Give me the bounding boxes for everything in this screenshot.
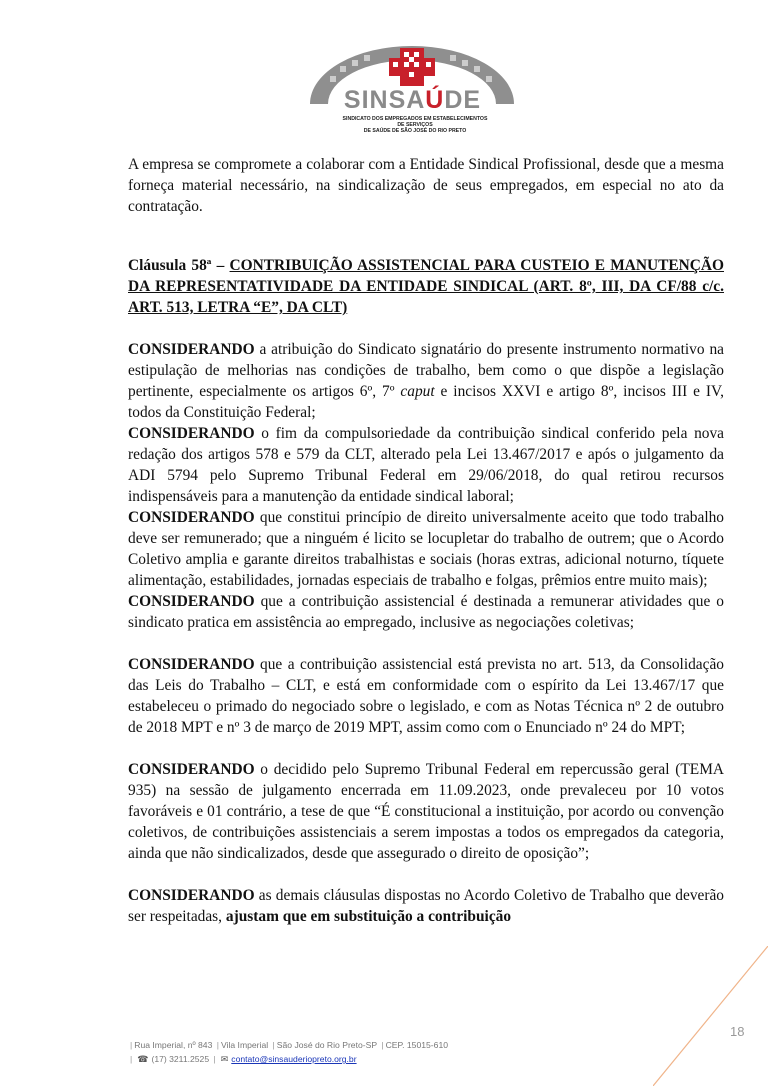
- considerando-paragraph-2: [128, 423, 724, 507]
- corner-decoration: [653, 946, 768, 1086]
- footer-district: Vila Imperial: [221, 1040, 269, 1050]
- considerando-paragraph-7: [128, 885, 724, 927]
- footer-contact-line: | ☎ (17) 3211.2525 | ✉ contato@sinsauderiopreto.org.br: [130, 1054, 357, 1064]
- footer-email-link[interactable]: contato@sinsauderiopreto.org.br: [231, 1054, 357, 1064]
- keyword: CONSIDERANDO: [128, 593, 255, 610]
- paragraph-text: que a contribuição assistencial é destinada a remunerar atividades que o sindicato pratica em assistência ao empregado, inclusive as negociações coletivas;: [128, 593, 724, 631]
- considerando-paragraph-3: [128, 507, 724, 591]
- clause-heading: [128, 255, 724, 318]
- paragraph-text: as demais cláusulas dispostas no Acordo Coletivo de Trabalho que deverão ser respeitadas,: [128, 887, 724, 925]
- logo-subtitle-line2: DE SAÚDE DE SÃO JOSÉ DO RIO PRETO: [363, 128, 467, 135]
- footer-contact: [128, 1038, 448, 1066]
- intro-paragraph: A empresa se compromete a colaborar com a Entidade Sindical Profissional, desde que a mesma forneça material necessário, na sindicalização de seus empregados, em especial no ato da contratação.: [128, 156, 724, 215]
- footer-phone: (17) 3211.2525: [151, 1054, 210, 1064]
- considerando-paragraph-5: [128, 654, 724, 738]
- paragraph-text: e incisos XXVI e artigo 8º, incisos III e IV, todos da Constituição Federal;: [128, 383, 724, 421]
- footer-address: Rua Imperial, nº 843: [134, 1040, 213, 1050]
- considerando-paragraph-1: [128, 339, 724, 423]
- paragraph-text: a atribuição do Sindicato signatário do presente instrumento normativo na estipulação de melhorias nas condições de trabalho, bem como o que dispõe a legislação pertinente, especialmente os artigos 6º, 7º: [128, 341, 724, 400]
- footer-address-line: | Rua Imperial, nº 843 | Vila Imperial | São José do Rio Preto-SP | CEP. 15015-610: [130, 1040, 448, 1050]
- paragraph-text: o decidido pelo Supremo Tribunal Federal em repercussão geral (TEMA 935) na sessão de julgamento encerrada em 11.09.2023, onde prevaleceu por 10 votos favoráveis e 01 contrário, a tese de que “É constitucional a instituição, por acordo ou convenção coletivos, de contribuições assistenciais a serem impostas a todos os empregados da categoria, ainda que não sindicalizados, desde que assegurado o direito de oposição”;: [128, 761, 724, 862]
- bold-text: ajustam que em substituição a contribuição: [225, 908, 512, 925]
- paragraph-text: que constitui princípio de direito universalmente aceito que todo trabalho deve ser remunerado; que a ninguém é licito se locupletar do trabalho de outrem; que o Acordo Coletivo amplia e garante direitos trabalhistas e sociais (horas extras, adicional noturno, tíquete alimentação, estabilidades, jornadas especiais de trabalho e folgas, prêmios entre muito mais);: [128, 509, 724, 589]
- page-number: 18: [730, 1024, 745, 1039]
- considerando-paragraph-6: [128, 759, 724, 864]
- logo-subtitle: [340, 116, 490, 135]
- footer-cep: CEP. 15015-610: [385, 1040, 448, 1050]
- footer-city: São José do Rio Preto-SP: [276, 1040, 377, 1050]
- paragraph-text: que a contribuição assistencial está prevista no art. 513, da Consolidação das Leis do Trabalho – CLT, e está em conformidade com o espírito da Lei 13.467/17 que estabeleceu o primado do negociado sobre o legislado, e com as Notas Técnica nº 2 de outubro de 2018 MPT e nº 3 de março de 2019 MPT, assim como com o Enunciado nº 24 do MPT;: [128, 656, 724, 736]
- logo-wordmark: SINSAÚDE: [343, 86, 482, 114]
- logo-subtitle-line1: SINDICATO DOS EMPREGADOS EM ESTABELECIMENTOS DE SERVIÇOS: [342, 116, 488, 129]
- mail-icon: ✉: [220, 1054, 229, 1064]
- clause-label: Cláusula 58ª –: [128, 257, 230, 274]
- phone-icon: ☎: [137, 1054, 149, 1064]
- keyword: CONSIDERANDO: [128, 656, 255, 673]
- logo: [300, 42, 525, 135]
- paragraph-text: o fim da compulsoriedade da contribuição sindical conferido pela nova redação dos artigos 578 e 579 da CLT, alterado pela Lei 13.467/2017 e após o julgamento da ADI 5794 pelo Supremo Tribunal Federal em 29/06/2018, do qual retirou recursos indispensáveis para a manutenção da entidade sindical laboral;: [128, 425, 724, 505]
- keyword: CONSIDERANDO: [128, 509, 255, 526]
- keyword: CONSIDERANDO: [128, 425, 255, 442]
- considerando-paragraph-4: [128, 591, 724, 633]
- keyword: CONSIDERANDO: [128, 341, 255, 358]
- document-body: [128, 154, 724, 927]
- keyword: CONSIDERANDO: [128, 887, 255, 904]
- keyword: CONSIDERANDO: [128, 761, 255, 778]
- clause-title: CONTRIBUIÇÃO ASSISTENCIAL PARA CUSTEIO E MANUTENÇÃO DA REPRESENTATIVIDADE DA ENTIDADE SINDICAL (ART. 8º, III, DA CF/88 c/c. ART. 513, LETRA “E”, DA CLT): [128, 257, 724, 316]
- italic-term: caput: [400, 383, 435, 400]
